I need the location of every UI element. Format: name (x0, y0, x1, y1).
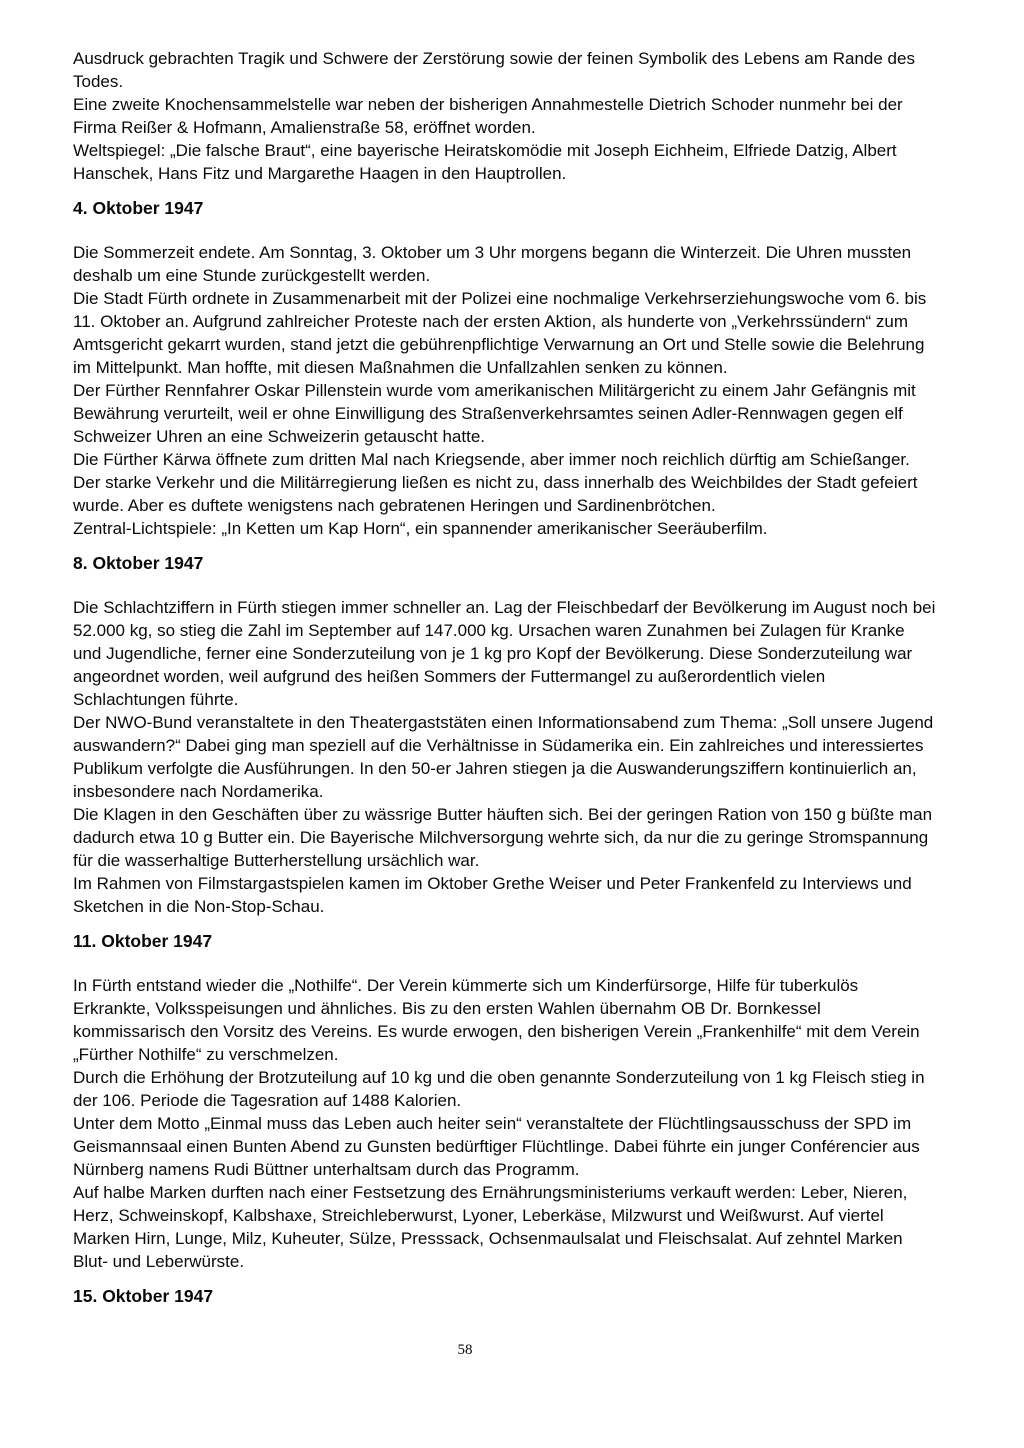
paragraph: Die Klagen in den Geschäften über zu wässrige Butter häuften sich. Bei der geringen Ration von 150 g büßte man dadurch etwa 10 g Butter ein. Die Bayerische Milchversorgung wehrte sich, da nur die zu geringe Stromspannung für die wasserhaltige Butterherstellung ursächlich war. (73, 805, 933, 870)
paragraph: Im Rahmen von Filmstargastspielen kamen im Oktober Grethe Weiser und Peter Frankenfeld zu Interviews und Sketchen in die Non-Stop-Schau. (73, 874, 912, 916)
paragraph: Die Stadt Fürth ordnete in Zusammenarbeit mit der Polizei eine nochmalige Verkehrserziehungswoche vom 6. bis 11. Oktober an. Aufgrund zahlreicher Proteste nach der ersten Aktion, als hunderte von „Verkehrssündern“ zum Amtsgericht gekarrt wurden, stand jetzt die gebührenpflichtige Verwarnung an Ort und Stelle sowie die Belehrung im Mittelpunkt. Man hoffte, mit diesen Maßnahmen die Unfallzahlen senken zu können. (73, 289, 927, 377)
section-heading: 4. Oktober 1947 (73, 198, 204, 218)
paragraph: Der Fürther Rennfahrer Oskar Pillenstein wurde vom amerikanischen Militärgericht zu einem Jahr Gefängnis mit Bewährung verurteilt, weil er ohne Einwilligung des Straßenverkehrsamtes seinen Adler-Rennwagen gegen elf Schweizer Uhren an eine Schweizerin getauscht hatte. (73, 381, 916, 446)
paragraph: Auf halbe Marken durften nach einer Festsetzung des Ernährungsministeriums verkauft werden: Leber, Nieren, Herz, Schweinskopf, Kalbshaxe, Streichleberwurst, Lyoner, Leberkäse, Milzwurst und Weißwurst. Auf viertel Marken Hirn, Lunge, Milz, Kuheuter, Sülze, Presssack, Ochsenmaulsalat und Fleischsalat. Auf zehntel Marken Blut- und Leberwürste. (73, 1183, 908, 1271)
paragraph: Weltspiegel: „Die falsche Braut“, eine bayerische Heiratskomödie mit Joseph Eichheim, Elfriede Datzig, Albert Hanschek, Hans Fitz und Margarethe Haagen in den Hauptrollen. (73, 141, 897, 183)
document-body (73, 47, 937, 1329)
paragraph: Die Sommerzeit endete. Am Sonntag, 3. Oktober um 3 Uhr morgens begann die Winterzeit. Die Uhren mussten deshalb um eine Stunde zurückgestellt werden. (73, 243, 912, 285)
paragraph: Zentral-Lichtspiele: „In Ketten um Kap Horn“, ein spannender amerikanischer Seeräuberfilm. (73, 519, 768, 538)
paragraph: Die Fürther Kärwa öffnete zum dritten Mal nach Kriegsende, aber immer noch reichlich dürftig am Schießanger. Der starke Verkehr und die Militärregierung ließen es nicht zu, dass innerhalb des Weichbildes der Stadt gefeiert wurde. Aber es duftete wenigstens nach gebratenen Heringen und Sardinenbrötchen. (73, 450, 918, 515)
paragraph: Ausdruck gebrachten Tragik und Schwere der Zerstörung sowie der feinen Symbolik des Lebens am Rande des Todes. (73, 49, 915, 91)
section-heading: 8. Oktober 1947 (73, 553, 204, 573)
paragraph: Unter dem Motto „Einmal muss das Leben auch heiter sein“ veranstaltete der Flüchtlingsausschuss der SPD im Geismannsaal einen Bunten Abend zu Gunsten bedürftiger Flüchtlinge. Dabei führte ein junger Conférencier aus Nürnberg namens Rudi Büttner unterhaltsam durch das Programm. (73, 1114, 920, 1179)
page-number: 58 (457, 1342, 473, 1358)
paragraph: In Fürth entstand wieder die „Nothilfe“. Der Verein kümmerte sich um Kinderfürsorge, Hilfe für tuberkulös Erkrankte, Volksspeisungen und ähnliches. Bis zu den ersten Wahlen übernahm OB Dr. Bornkessel kommissarisch den Vorsitz des Vereins. Es wurde erwogen, den bisherigen Verein „Frankenhilfe“ mit dem Verein „Fürther Nothilfe“ zu verschmelzen. (73, 976, 920, 1064)
paragraph: Der NWO-Bund veranstaltete in den Theatergaststäten einen Informationsabend zum Thema: „Soll unsere Jugend auswandern?“ Dabei ging man speziell auf die Verhältnisse in Südamerika ein. Ein zahlreiches und interessiertes Publikum verfolgte die Ausführungen. In den 50-er Jahren stiegen ja die Auswanderungsziffern kontinuierlich an, insbesondere nach Nordamerika. (73, 713, 934, 801)
section-heading: 15. Oktober 1947 (73, 1286, 214, 1306)
section-heading: 11. Oktober 1947 (73, 931, 213, 951)
paragraph: Die Schlachtziffern in Fürth stiegen immer schneller an. Lag der Fleischbedarf der Bevölkerung im August noch bei 52.000 kg, so stieg die Zahl im September auf 147.000 kg. Ursachen waren Zunahmen bei Zulagen für Kranke und Jugendliche, ferner eine Sonderzuteilung von je 1 kg pro Kopf der Bevölkerung. Diese Sonderzuteilung war angeordnet worden, weil aufgrund des heißen Sommers der Futtermangel zu außerordentlich vielen Schlachtungen führte. (73, 598, 936, 709)
paragraph: Eine zweite Knochensammelstelle war neben der bisherigen Annahmestelle Dietrich Schoder nunmehr bei der Firma Reißer & Hofmann, Amalienstraße 58, eröffnet worden. (73, 95, 903, 137)
paragraph: Durch die Erhöhung der Brotzuteilung auf 10 kg und die oben genannte Sonderzuteilung von 1 kg Fleisch stieg in der 106. Periode die Tagesration auf 1488 Kalorien. (73, 1068, 925, 1110)
